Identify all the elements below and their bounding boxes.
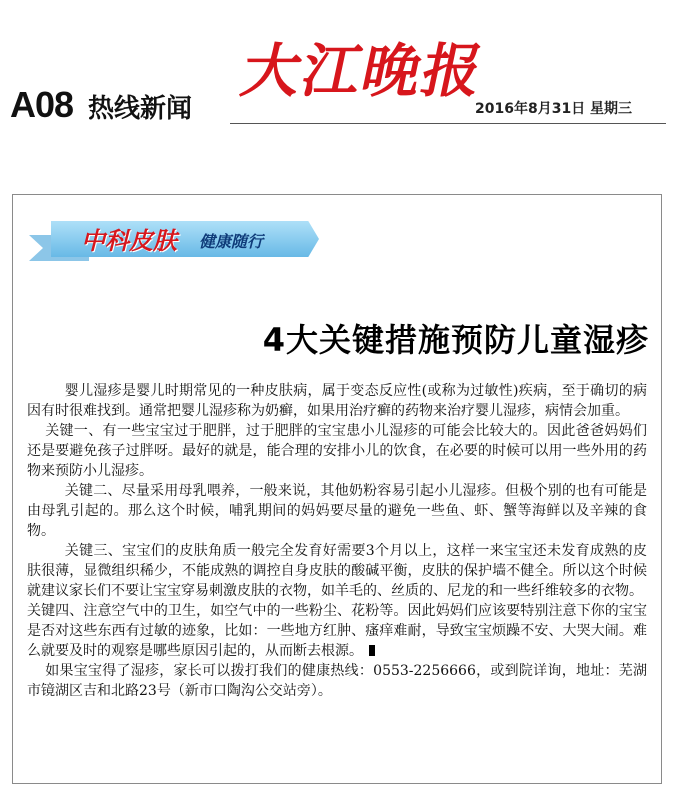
masthead xyxy=(0,0,676,135)
article-body xyxy=(27,381,647,701)
issue-date: 2016年8月31日 星期三 xyxy=(475,101,633,117)
sponsor-banner xyxy=(29,217,319,261)
article-headline: 4大关键措施预防儿童湿疹 xyxy=(262,321,649,359)
section-name: 热线新闻 xyxy=(88,94,193,124)
end-mark-icon xyxy=(369,645,375,656)
article-paragraph: 关键二、尽量采用母乳喂养，一般来说，其他奶粉容易引起小儿湿疹。但极个别的也有可能是由母乳引起的。那么这个时候，哺乳期间的妈妈要尽量的避免一些鱼、虾、蟹等海鲜以及辛辣的食物。 xyxy=(27,483,647,539)
article-box xyxy=(12,194,662,784)
article-paragraph: 关键三、宝宝们的皮肤角质一般完全发育好需要3个月以上，这样一来宝宝还未发育成熟的皮肤很薄，显微组织稀少，不能成熟的调控自身皮肤的酸碱平衡，皮肤的保护墙不健全。所以这个时候就建议家长们不要让宝宝穿易刺激皮肤的衣物，如羊毛的、丝质的、尼龙的和一些纤维较多的衣物。 xyxy=(27,543,647,599)
article-paragraph: 如果宝宝得了湿疹，家长可以拨打我们的健康热线：0553-2256666，或到院详询，地址：芜湖市镜湖区吉和北路23号（新市口陶沟公交站旁）。 xyxy=(27,663,647,699)
article-paragraph-text: 关键四、注意空气中的卫生，如空气中的一些粉尘、花粉等。因此妈妈们应该要特别注意下你的宝宝是否对这些东西有过敏的迹象，比如：一些地方红肿、瘙痒难耐，导致宝宝烦躁不安、大哭大闹。难么就要及时的观察是哪些原因引起的，从而断去根源。 xyxy=(27,603,647,659)
banner-subtitle: 健康随行 xyxy=(199,232,264,251)
page-code: A08 xyxy=(10,84,74,125)
banner-title: 中科皮肤 xyxy=(81,227,177,255)
newspaper-logo: 大江晚报 xyxy=(235,37,491,105)
article-paragraph-last-key xyxy=(27,601,647,661)
masthead-rule xyxy=(230,123,666,124)
article-paragraph: 婴儿湿疹是婴儿时期常见的一种皮肤病，属于变态反应性(或称为过敏性)疾病，至于确切的病因有时很难找到。通常把婴儿湿疹称为奶癣，如果用治疗癣的药物来治疗婴儿湿疹，病情会加重。 xyxy=(27,383,647,419)
article-paragraph: 关键一、有一些宝宝过于肥胖，过于肥胖的宝宝患小儿湿疹的可能会比较大的。因此爸爸妈妈们还是要避免孩子过胖呀。最好的就是，能合理的安排小儿的饮食，在必要的时候可以用一些外用的药物来预防小儿湿疹。 xyxy=(27,423,647,479)
